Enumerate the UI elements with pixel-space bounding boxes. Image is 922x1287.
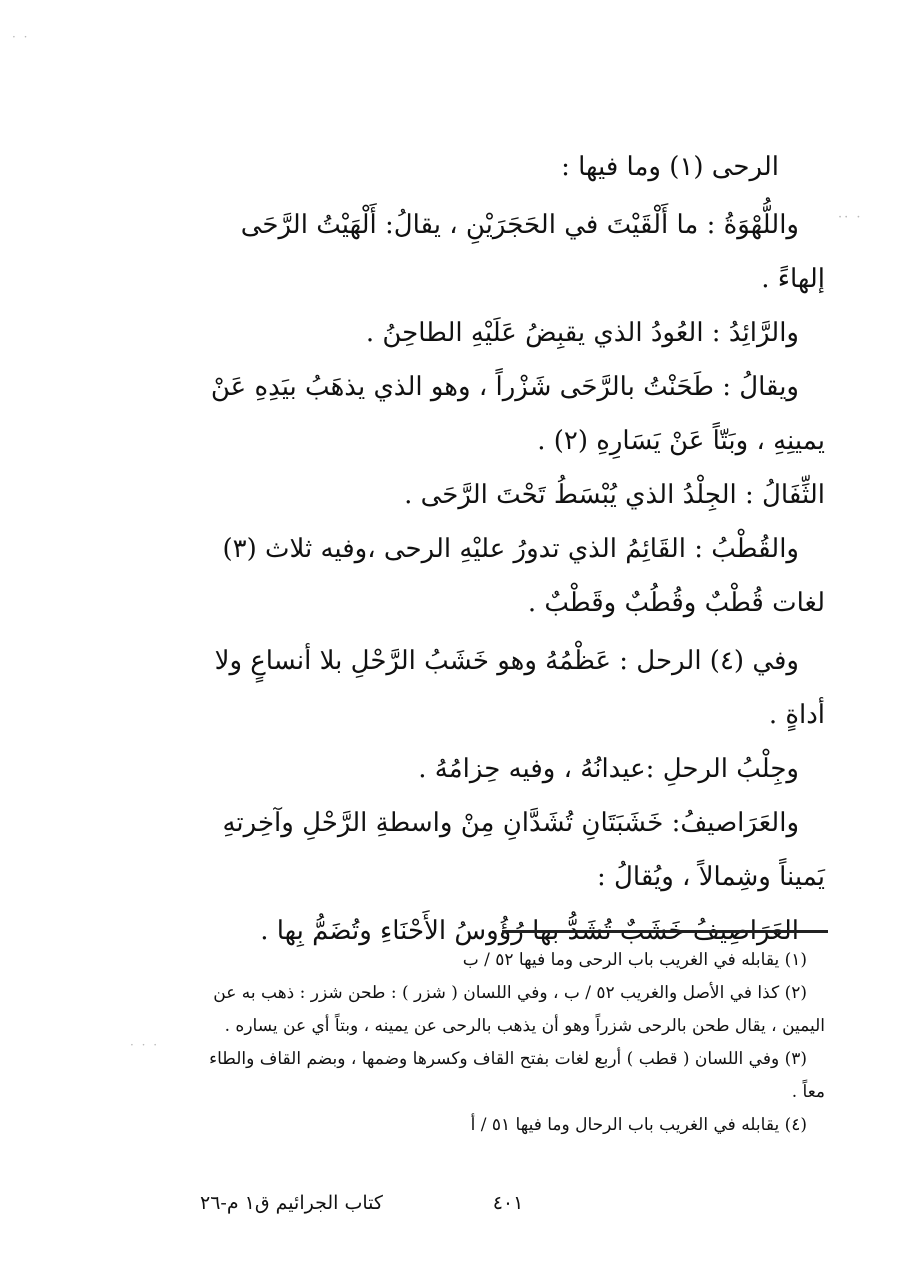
paragraph-raid: والرَّائِدُ : العُودُ الذي يقبِضُ عَلَيْهِ الطاحِنُ .: [365, 318, 799, 348]
footnote-divider: [502, 930, 828, 933]
paragraph-shazr: ويقالُ : طَحَنْتُ بالرَّحَى شَزْراً ، وهو الذي يذهَبُ بيَدِهِ عَنْ يمينِهِ ، وبَتّاً عَنْ يَسَارِهِ (٢) .: [210, 372, 825, 456]
paragraph-thifal: الثِّفَالُ : الجِلْدُ الذي يُبْسَطُ تَحْتَ الرَّحَى .: [404, 480, 825, 510]
paragraph-arasif-2: العَرَاصِيفُ خَشَبٌ تُشَدُّ بها رُؤُوسُ الأَحْنَاءِ وتُضَمُّ بِها .: [260, 916, 799, 946]
margin-speck: · ·: [12, 30, 30, 44]
footnotes: [205, 944, 825, 1142]
page-number: ٤٠١: [492, 1192, 524, 1214]
paragraph-arasif: والعَرَاصيفُ: خَشَبَتَانِ تُشَدَّانِ مِنْ واسطةِ الرَّحْلِ وآخِرتهِ يَميناً وشِمالاً ، ويُقالُ :: [222, 808, 825, 892]
footnote-2: (٢) كذا في الأصل والغريب ٥٢ / ب ، وفي اللسان ( شزر ) : طحن شزر : ذهب به عن اليمين ، يقال طحن بالرحى شزراً وهو أن يذهب بالرحى عن يمينه ، وبتاً أي عن يساره .: [213, 983, 825, 1036]
paragraph-luhwa: واللُّهْوَةُ : ما أَلْقَيْتَ في الحَجَرَيْنِ ، يقالُ: أَلْهَيْتُ الرَّحَى إلهاءً .: [240, 210, 825, 294]
footnote-1: (١) يقابله في الغريب باب الرحى وما فيها ٥٢ / ب: [462, 950, 807, 970]
paragraph-qutb: والقُطْبُ : القَائِمُ الذي تدورُ عليْهِ الرحى ،وفيه ثلاث (٣) لغات قُطْبٌ وقُطُبٌ وقَطْبٌ .: [222, 534, 825, 618]
footnote-3: (٣) وفي اللسان ( قطب ) أربع لغات بفتح القاف وكسرها وضمها ، وبضم القاف والطاء معاً .: [209, 1049, 825, 1102]
main-text: [205, 140, 825, 958]
margin-speck: ·· ·: [838, 210, 863, 225]
footnote-4: (٤) يقابله في الغريب باب الرحال وما فيها ٥١ / أ: [470, 1115, 807, 1135]
paragraph-rahl: وفي (٤) الرحل : عَظْمُهُ وهو خَشَبُ الرَّحْلِ بلا أنساعٍ ولا أداةٍ .: [214, 646, 825, 730]
running-footer-title: كتاب الجرائيم ق١ م-٢٦: [200, 1192, 383, 1214]
section-heading: الرحى (١) وما فيها :: [561, 152, 779, 182]
paragraph-jilb: وجِلْبُ الرحلِ :عيدانُهُ ، وفيه حِزامُهُ .: [418, 754, 799, 784]
margin-speck: · · ·: [130, 1038, 160, 1052]
